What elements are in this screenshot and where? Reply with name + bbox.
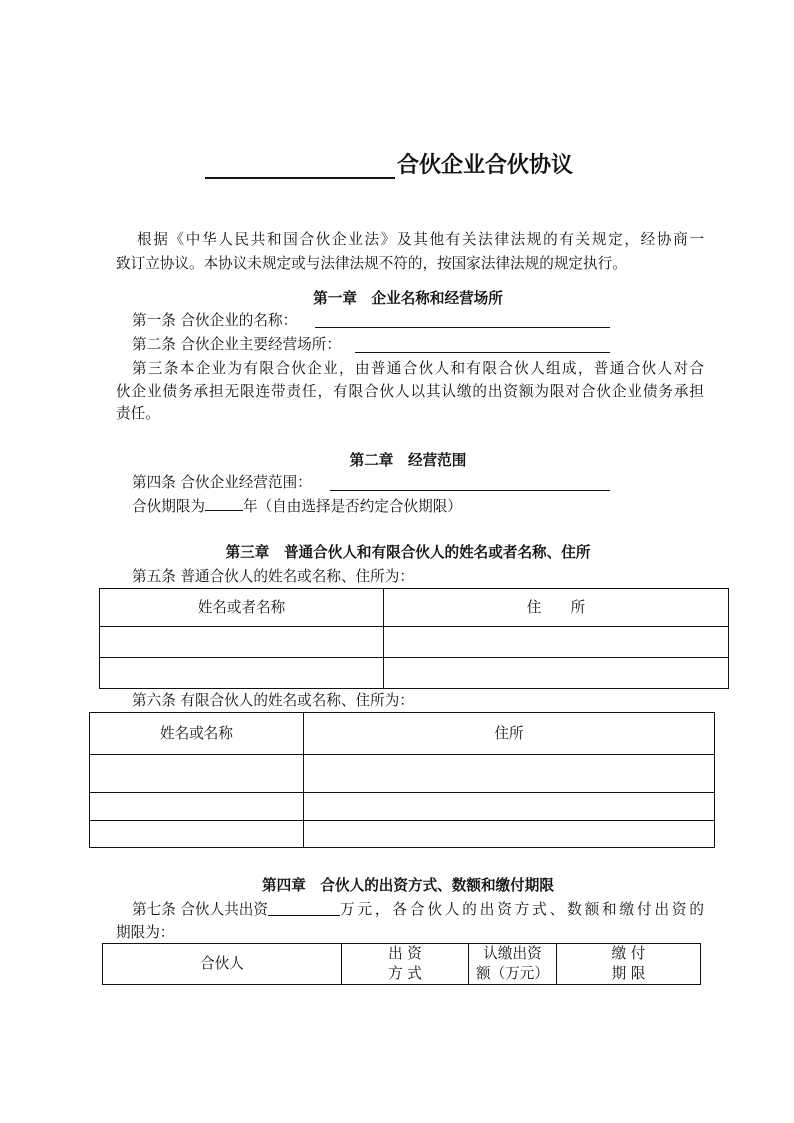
article-7-line-2: 期限为： [116,924,175,941]
table-cell[interactable] [90,793,304,821]
article-7-line-1 [132,899,704,921]
article-7-prefix: 第七条 合伙人共出资 [132,901,268,918]
article-3-line-3: 责任。 [116,405,160,422]
header-text: 方 式 [388,965,422,982]
document-title: 合伙企业合伙协议 [397,152,574,178]
table-cell[interactable] [90,755,304,793]
chapter-4-heading: 第四章 合伙人的出资方式、数额和缴付期限 [262,877,554,894]
header-address: 住 所 [384,589,729,627]
table-cell[interactable] [90,821,304,848]
table-cell[interactable] [384,627,729,658]
table-cell[interactable] [100,658,384,689]
chapter-2-heading: 第二章 经营范围 [349,452,467,469]
article-5: 第五条 普通合伙人的姓名或名称、住所为： [132,568,414,585]
intro-line-1: 根据《中华人民共和国合伙企业法》及其他有关法律法规的有关规定，经协商一 [137,231,704,248]
header-text: 出 资 [388,945,422,962]
article-7-suffix: 万元，各合伙人的出资方式、数额和缴付出资的 [339,901,704,918]
term-line [132,495,462,517]
header-payment-deadline [557,944,701,985]
partnership-name-blank[interactable] [315,327,610,328]
article-4: 第四条 合伙企业经营范围： [132,474,312,491]
header-name: 姓名或名称 [90,713,304,755]
table-cell[interactable] [304,821,715,848]
header-partner: 合伙人 [103,944,342,985]
article-2: 第二条 合伙企业主要经营场所： [132,336,341,353]
header-name: 姓名或者名称 [100,589,384,627]
header-text: 期 限 [611,965,646,982]
intro-line-2: 致订立协议。本协议未规定或与法律法规不符的，按国家法律法规的规定执行。 [116,255,627,272]
business-place-blank[interactable] [355,352,610,353]
table-cell[interactable] [384,658,729,689]
general-partners-table [99,588,729,689]
article-3-line-2: 伙企业债务承担无限连带责任，有限合伙人以其认缴的出资额为限对合伙企业债务承担 [116,383,704,400]
table-cell[interactable] [304,793,715,821]
table-cell[interactable] [304,755,715,793]
header-subscribed-amount [469,944,557,985]
total-capital-blank[interactable] [268,899,340,916]
limited-partners-table [89,712,715,848]
title-blank[interactable] [205,177,395,179]
term-suffix: 年（自由选择是否约定合伙期限） [242,498,462,515]
term-prefix: 合伙期限为 [132,498,205,515]
chapter-1-heading: 第一章 企业名称和经营场所 [313,290,503,307]
term-years-blank[interactable] [205,495,243,511]
chapter-3-heading: 第三章 普通合伙人和有限合伙人的姓名或者名称、住所 [225,544,591,561]
header-text: 额（万元） [476,965,549,982]
header-text: 缴 付 [611,945,646,962]
header-address: 住所 [304,713,715,755]
article-1: 第一条 合伙企业的名称： [132,312,298,329]
header-contribution-method [342,944,469,985]
business-scope-blank[interactable] [330,490,610,491]
header-text: 认缴出资 [483,945,542,962]
article-6: 第六条 有限合伙人的姓名或名称、住所为： [132,692,414,709]
article-3-line-1: 第三条本企业为有限合伙企业，由普通合伙人和有限合伙人组成，普通合伙人对合 [132,360,704,377]
capital-contribution-table [102,943,701,985]
table-cell[interactable] [100,627,384,658]
